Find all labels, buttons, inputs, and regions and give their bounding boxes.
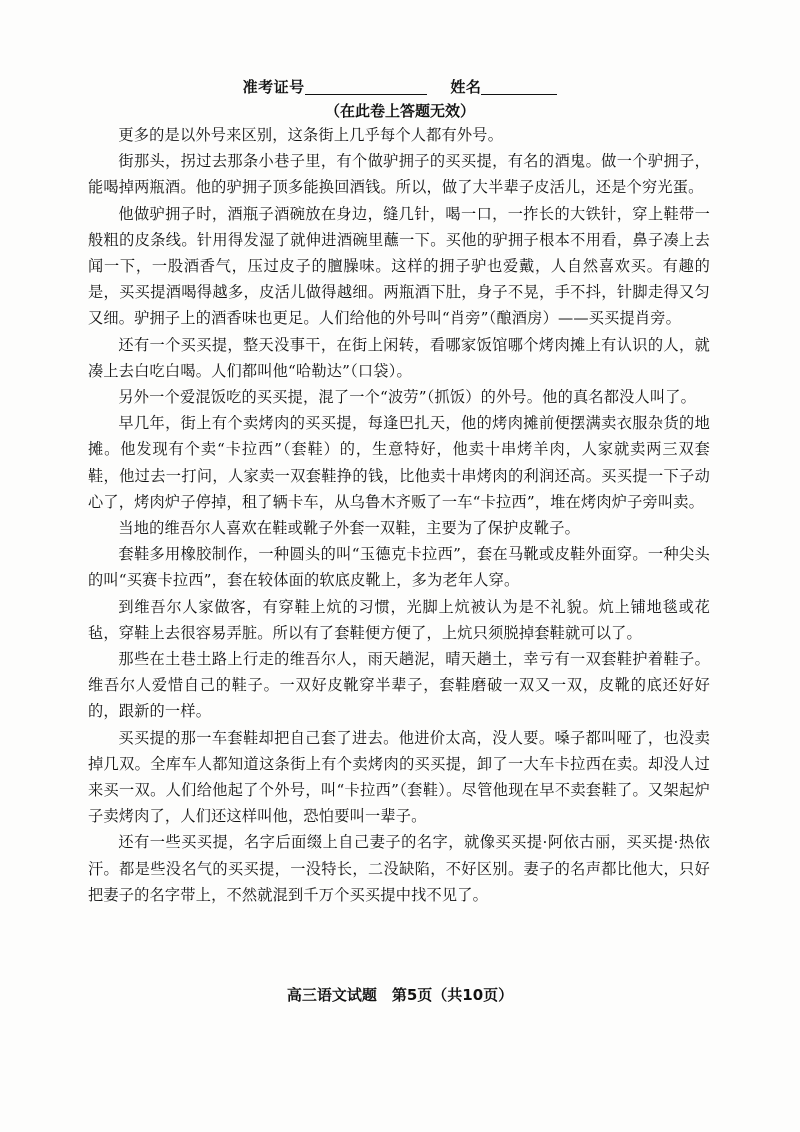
paragraph: 还有一些买买提，名字后面缀上自己妻子的名字，就像买买提·阿依古丽，买买提·热依汗。都是些没名气的买买提，一没特长，二没缺陷，不好区别。妻子的名声都比他大，只好把妻子的名字带上，不然就混到千万个买买提中找不见了。 xyxy=(88,833,710,904)
paragraph: 另外一个爱混饭吃的买买提，混了一个“波劳”（抓饭）的外号。他的真名都没人叫了。 xyxy=(118,388,697,407)
exam-id-label: 准考证号 xyxy=(242,78,305,96)
paragraph: 街那头，拐过去那条小巷子里，有个做驴拥子的买买提，有名的酒鬼。做一个驴拥子，能喝掉两瓶酒。他的驴拥子顶多能换回酒钱。所以，做了大半辈子皮活儿，还是个穷光蛋。 xyxy=(88,152,710,197)
exam-id-blank xyxy=(305,80,427,95)
paragraph: 当地的维吾尔人喜欢在鞋或靴子外套一双鞋，主要为了保护皮靴子。 xyxy=(118,519,581,538)
paragraph: 还有一个买买提，整天没事干，在街上闲转，看哪家饭馆哪个烤肉摊上有认识的人，就凑上去白吃白喝。人们都叫他“哈勒达”（口袋）。 xyxy=(88,335,710,380)
paragraph: 更多的是以外号来区别，这条街上几乎每个人都有外号。 xyxy=(118,126,504,144)
paragraph: 套鞋多用橡胶制作，一种圆头的叫“玉德克卡拉西”，套在马靴或皮鞋外面穿。一种尖头的叫“买赛卡拉西”，套在较体面的软底皮靴上，多为老年人穿。 xyxy=(88,545,710,590)
paragraph: 买买提的那一车套鞋却把自己套了进去。他进价太高，没人要。嗓子都叫哑了，也没卖掉几双。全库车人都知道这条街上有个卖烤肉的买买提，卸了一大车卡拉西在卖。却没人过来买一双。人们给他起了个外号，叫“卡拉西”（套鞋）。尽管他现在早不卖套鞋了。又架起炉子卖烤肉了，人们还这样叫他，恐怕要叫一辈子。 xyxy=(88,728,710,826)
page-footer: 高三语文试题 第5页（共10页） xyxy=(286,986,514,1004)
paragraph: 他做驴拥子时，酒瓶子酒碗放在身边，缝几针，喝一口，一拃长的大铁针，穿上鞋带一般粗的皮条线。针用得发湿了就伸进酒碗里蘸一下。买他的驴拥子根本不用看，鼻子凑上去闻一下，一股酒香气，压过皮子的膻臊味。这样的拥子驴也爱戴，人自然喜欢买。有趣的是，买买提酒喝得越多，皮活儿做得越细。两瓶酒下肚，身子不晃，手不抖，针脚走得又匀又细。驴拥子上的酒香味也更足。人们给他的外号叫“肖旁”（酿酒房）——买买提肖旁。 xyxy=(88,204,710,328)
name-blank xyxy=(481,80,557,95)
name-label: 姓名 xyxy=(450,78,482,96)
invalid-answer-notice: （在此卷上答题无效） xyxy=(324,102,475,120)
article-body xyxy=(88,122,710,908)
paragraph: 那些在土巷土路上行走的维吾尔人，雨天趟泥，晴天趟土，幸亏有一双套鞋护着鞋子。维吾尔人爱惜自己的鞋子。一双好皮靴穿半辈子，套鞋磨破一双又一双，皮靴的底还好好的，跟新的一样。 xyxy=(88,650,710,721)
paragraph: 到维吾尔人家做客，有穿鞋上炕的习惯，光脚上炕被认为是不礼貌。炕上铺地毯或花毡，穿鞋上去很容易弄脏。所以有了套鞋便方便了，上炕只须脱掉套鞋就可以了。 xyxy=(88,597,710,642)
paragraph: 早几年，街上有个卖烤肉的买买提，每逢巴扎天，他的烤肉摊前便摆满卖衣服杂货的地摊。他发现有个卖“卡拉西”（套鞋）的，生意特好，他卖十串烤羊肉，人家就卖两三双套鞋，他过去一打问，人家卖一双套鞋挣的钱，比他卖十串烤肉的利润还高。买买提一下子动心了，烤肉炉子停掉，租了辆卡车，从乌鲁木齐贩了一车“卡拉西”，堆在烤肉炉子旁叫卖。 xyxy=(88,414,710,511)
exam-header xyxy=(0,76,800,97)
